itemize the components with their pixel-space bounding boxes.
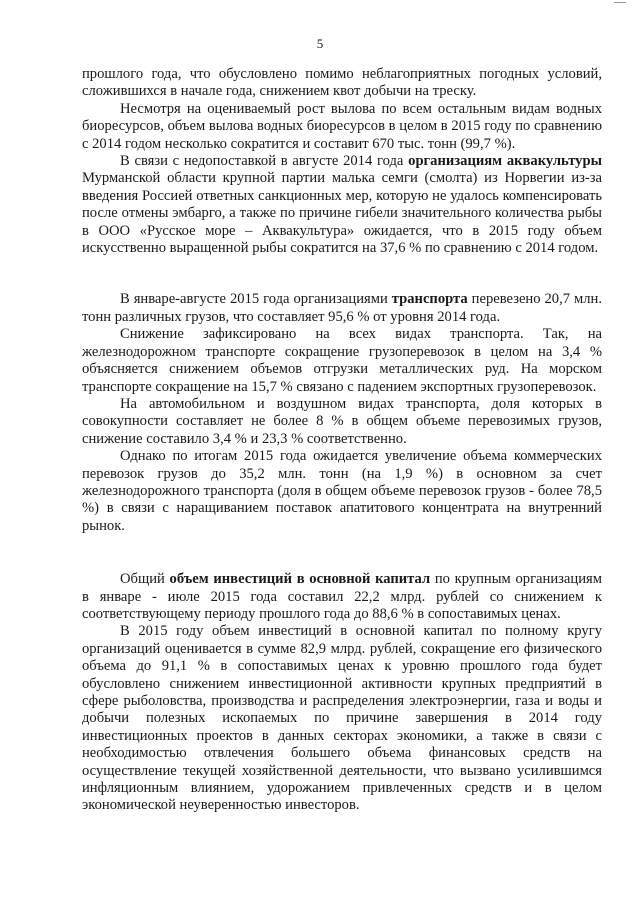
section-spacer xyxy=(82,535,602,571)
page-number: 5 xyxy=(316,36,324,51)
paragraph-investment-lead: Общий xyxy=(120,571,170,588)
paragraph-road-air: На автомобильном и воздушном видах транспорта, доля которых в совокупности составляет не более 8 % в общем объеме перевозимых грузов, снижение составило 3,4 % и 23,3 % соответственно. xyxy=(82,395,602,447)
investment-keyword: объем инвестиций в основной капитал xyxy=(169,571,431,588)
paragraph-aquaculture-rest: Мурманской области крупной партии малька семги (смолта) из Норвегии из-за введения Россией ответных санкционных мер, которую не удалось компенсировать после отмены эмбарго, а также по причине гибели значительного количества рыбы в ООО «Русское море – Аквакультура» ожидается, что в 2015 году объем искусственно выращенной рыбы сократится на 37,6 % по сравнению с 2014 годом. xyxy=(82,170,602,257)
paragraph-transport-forecast: Однако по итогам 2015 года ожидается увеличение объема коммерческих перевозок грузов до 35,2 млн. тонн (на 1,9 %) в основном за счет железнодорожного транспорта (доля в общем объеме перевозок грузов - более 78,5 %) в связи с наращиванием поставок апатитового концентрата на внутренний рынок. xyxy=(82,448,602,534)
paragraph-investment-rest: по крупным организациям в январе - июле 2015 года составил 22,2 млрд. рублей со снижением к соответствующему периоду прошлого года до 88,6 % в сопоставимых ценах. xyxy=(82,571,602,622)
paragraph-fishing-quota: прошлого года, что обусловлено помимо неблагоприятных погодных условий, сложившихся в начале года, снижением квот добычи на треску. xyxy=(82,66,602,100)
document-body xyxy=(82,66,602,815)
section-spacer xyxy=(82,257,602,291)
paragraph-transport-lead: В январе-августе 2015 года организациями xyxy=(120,291,392,308)
scan-mark xyxy=(614,2,626,3)
aquaculture-keyword: организациям аквакультуры xyxy=(408,153,602,170)
paragraph-aquaculture-lead: В связи с недопоставкой в августе 2014 года xyxy=(120,153,409,170)
paragraph-aquaculture xyxy=(82,153,602,257)
paragraph-investment xyxy=(82,571,602,623)
paragraph-transport xyxy=(82,291,602,326)
paragraph-transport-decline: Снижение зафиксировано на всех видах транспорта. Так, на железнодорожном транспорте сокращение грузоперевозок в целом на 3,4 % объясняется снижением объемов отгрузки металлических руд. На морском транспорте сокращение на 15,7 % связано с падением экспортных грузоперевозок. xyxy=(82,326,602,395)
paragraph-investment-forecast: В 2015 году объем инвестиций в основной капитал по полному кругу организаций оценивается в сумме 82,9 млрд. рублей, сокращение его физического объема до 91,1 % в сопоставимых ценах к уровню прошлого года будет обусловлено снижением инвестиционной активности крупных предприятий в сфере рыболовства, производства и распределения электроэнергии, газа и воды и добычи полезных ископаемых по причине завершения в 2014 году инвестиционных проектов в данных секторах экономики, а также в связи с необходимостью отвлечения большего объема финансовых средств на осуществление текущей хозяйственной деятельности, что вызвано усилившимся инфляционным влиянием, удорожанием привлеченных средств и в целом экономической неуверенностью инвесторов. xyxy=(82,623,602,814)
paragraph-fishing-volume: Несмотря на оцениваемый рост вылова по всем остальным видам водных биоресурсов, объем вылова водных биоресурсов в целом в 2015 году по сравнению с 2014 годом несколько сократится и составит 670 тыс. тонн (99,7 %). xyxy=(82,100,602,152)
transport-keyword: транспорта xyxy=(391,291,468,308)
paragraph-transport-rest: перевезено 20,7 млн. тонн различных грузов, что составляет 95,6 % от уровня 2014 года. xyxy=(82,291,602,325)
